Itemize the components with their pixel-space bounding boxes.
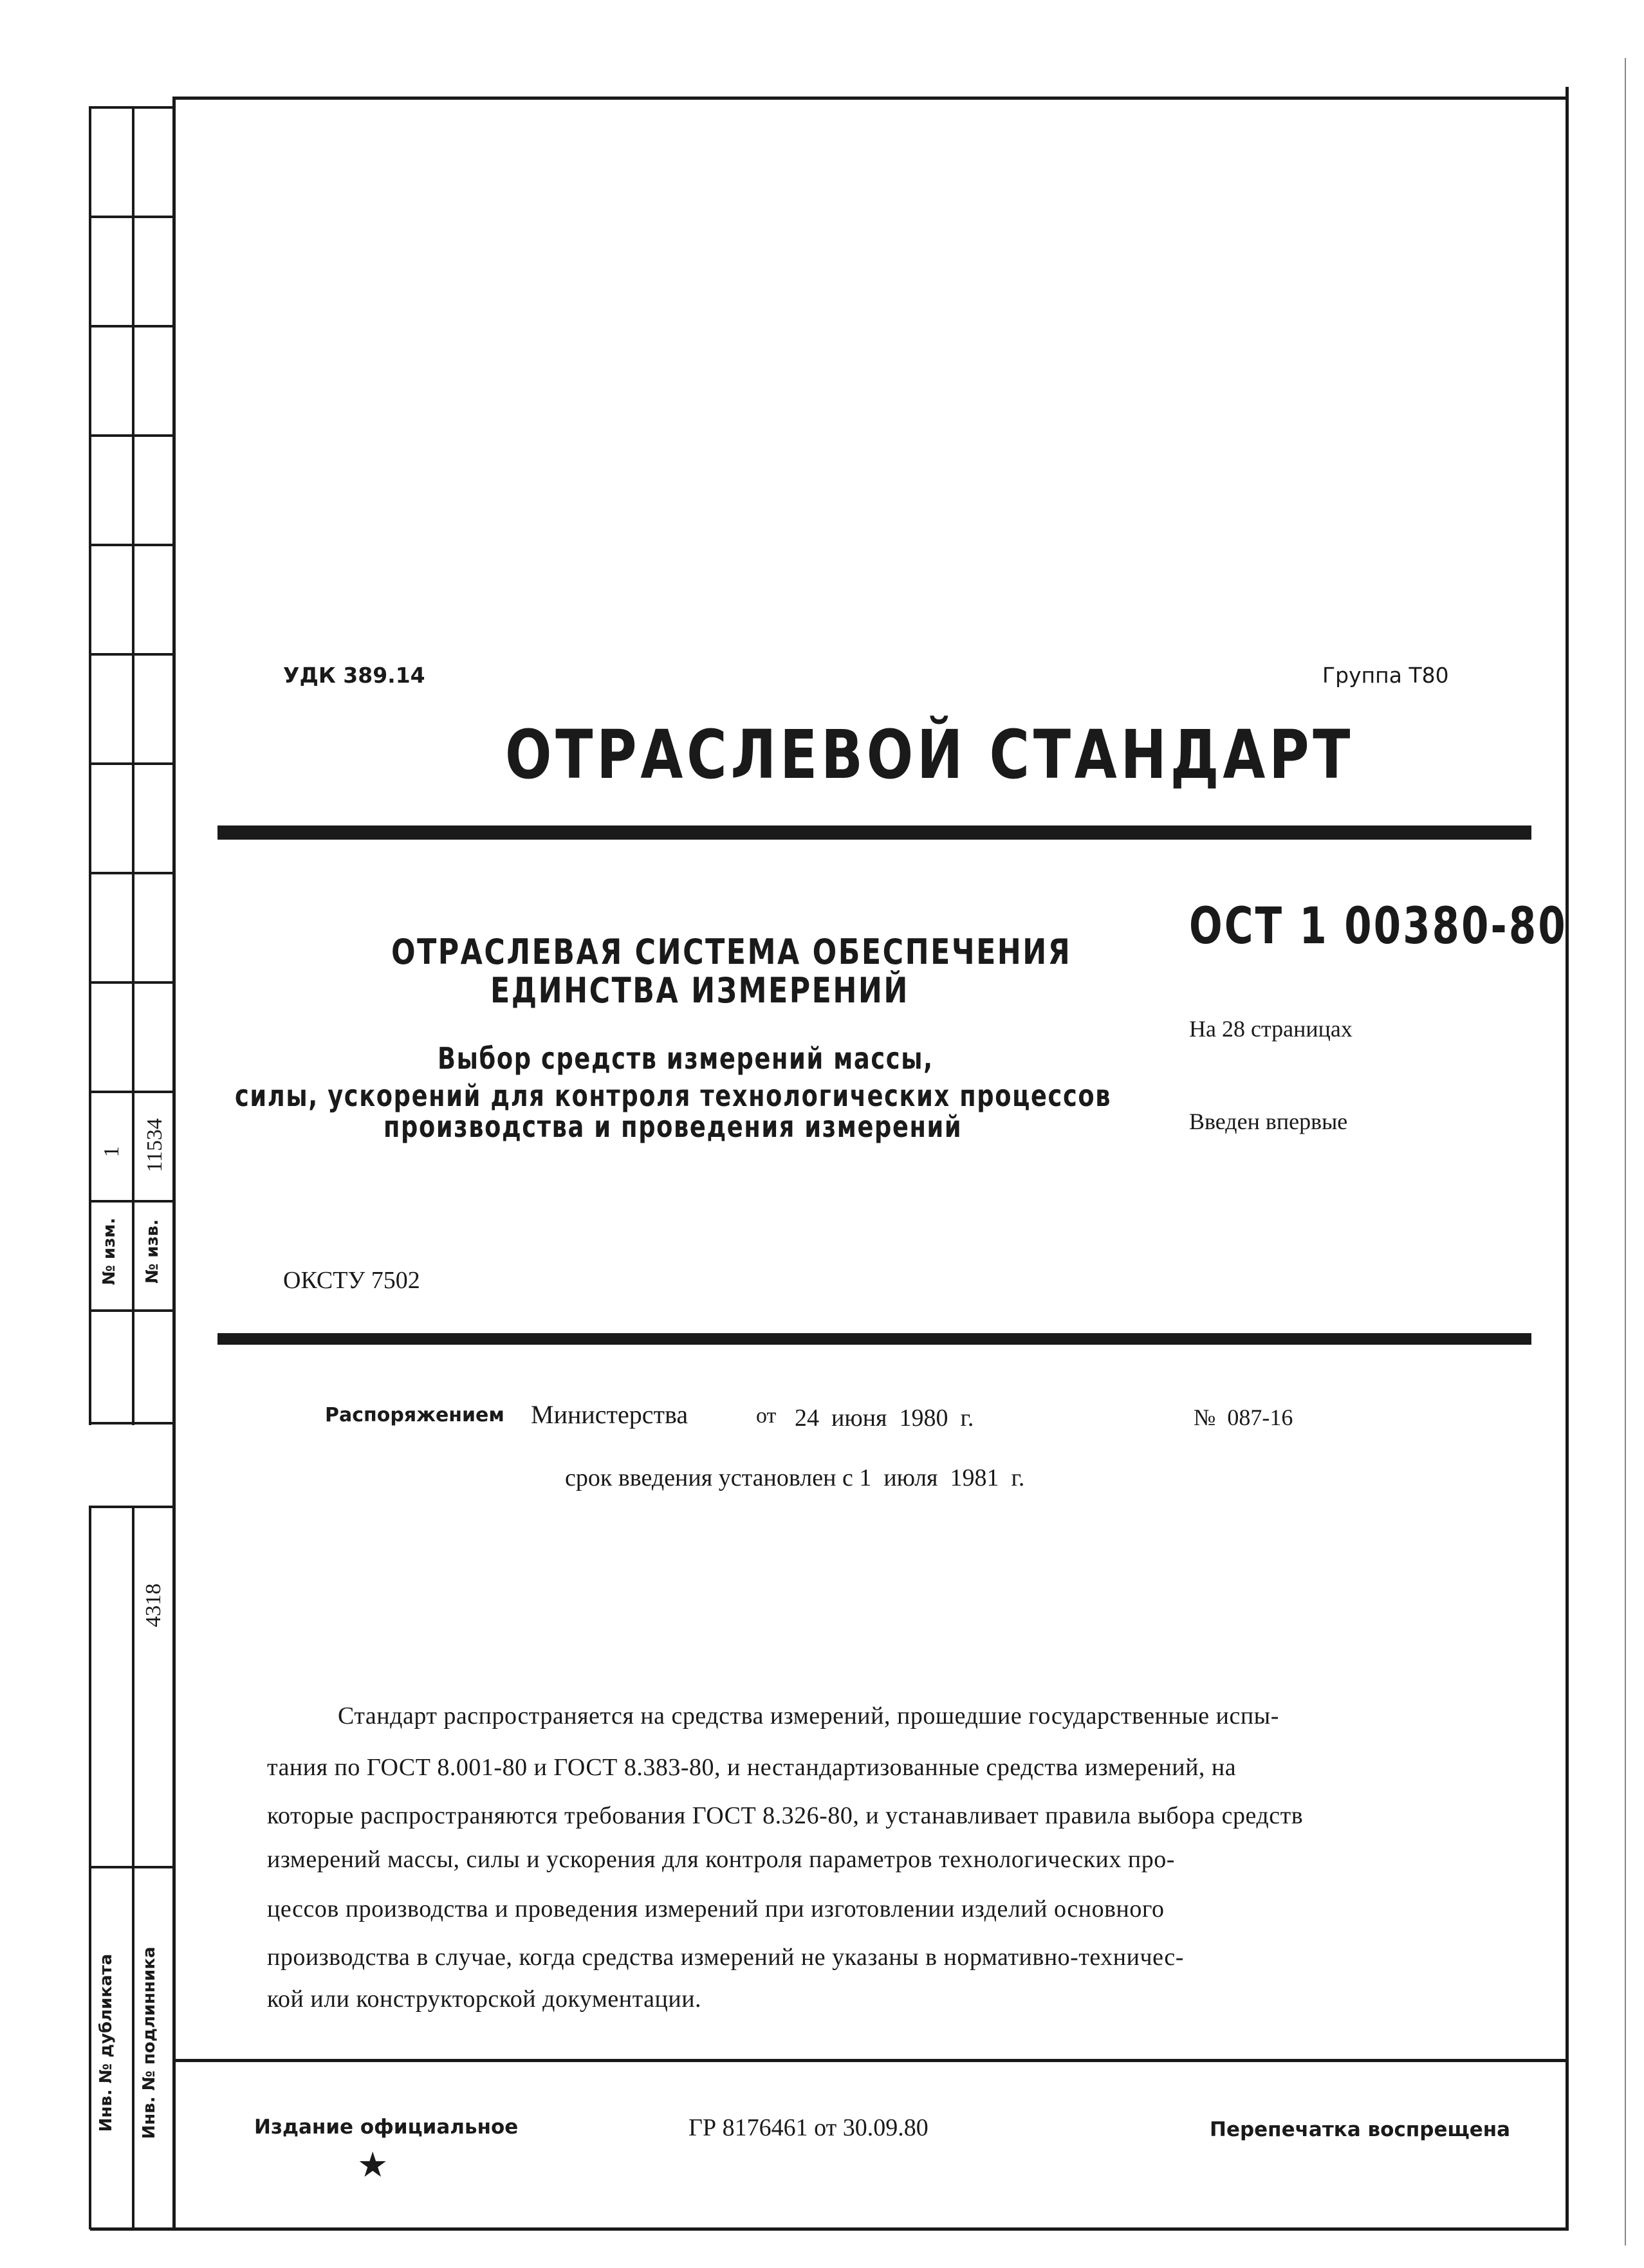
group-code: Группа Т80 [1322,663,1449,688]
strip-divider [89,653,174,656]
scope-line: измерений массы, силы и ускорения для контроля параметров технологических про- [267,1846,1175,1873]
ministry-text: Министерства [531,1400,688,1429]
scope-line: Стандарт распространяется на средства измерений, прошедшие государственные испы- [338,1702,1279,1729]
order-from: от [756,1404,777,1428]
page-title: ОТРАСЛЕВОЙ СТАНДАРТ [505,715,1354,794]
strip-divider [89,1091,174,1093]
system-title-line2: ЕДИНСТВА ИЗМЕРЕНИЙ [490,970,909,1011]
subtitle-line1: Выбор средств измерений массы, [438,1041,934,1076]
page-count: На 28 страницах [1189,1016,1353,1042]
strip-mid-line [132,106,134,1425]
introduced-note: Введен впервые [1189,1109,1348,1134]
change-number-value: 1 [100,1146,124,1157]
duplicate-inventory-label: Инв. № дубликата [97,1953,116,2132]
frame-left-line [172,97,176,2229]
reprint-notice: Перепечатка воспрещена [1210,2118,1511,2141]
change-number-label: № изм. [100,1217,119,1286]
star-icon: ★ [357,2146,389,2184]
strip-divider [89,544,174,546]
frame-top-line [172,97,1569,100]
scope-line: кой или конструкторской документации. [267,1986,702,2013]
scope-line: производства в случае, когда средства измерений не указаны в нормативно-техничес- [267,1944,1184,1971]
frame-bottom-line [90,2227,1569,2231]
scope-line: тания по ГОСТ 8.001-80 и ГОСТ 8.383-80, и нестандартизованные средства измерений, на [267,1754,1237,1781]
notice-number-label: № изв. [143,1219,162,1284]
footer-rule [172,2059,1569,2062]
official-edition: Издание официальное [254,2116,519,2139]
registration-number: ГР 8176461 от 30.09.80 [688,2114,928,2141]
okstu-rule [217,1333,1531,1345]
page-edge-line [1625,58,1626,2245]
strip-divider [89,1309,174,1312]
strip-divider [89,872,174,874]
original-inventory-label: Инв. № подлинника [140,1946,159,2139]
strip-divider [89,981,174,984]
subtitle-line2: силы, ускорений для контроля технологических процессов [235,1078,1112,1113]
order-date: 24 июня 1980 г. [795,1405,974,1432]
strip-divider [89,1422,174,1424]
order-label: Распоряжением [325,1404,504,1426]
strip-divider [89,216,174,218]
order-number: № 087-16 [1194,1405,1293,1430]
inventory-number-value: 4318 [142,1583,165,1627]
subtitle-line3: производства и проведения измерений [383,1109,963,1144]
notice-number-value: 11534 [143,1118,167,1172]
strip-divider [89,106,174,109]
strip-divider [89,325,174,327]
strip-divider [89,1866,174,1868]
standard-code: ОСТ 1 00380-80 [1189,898,1567,955]
scope-line: цессов производства и проведения измерений при изготовлении изделий основного [267,1895,1165,1922]
strip-left-line [89,106,91,1425]
effective-date: срок введения установлен с 1 июля 1981 г. [565,1464,1025,1491]
scope-line: которые распространяются требования ГОСТ 8.326-80, и устанавливает правила выбора средств [267,1802,1304,1829]
strip-divider [89,1200,174,1203]
system-title-line1: ОТРАСЛЕВАЯ СИСТЕМА ОБЕСПЕЧЕНИЯ [391,932,1072,972]
udk-code: УДК 389.14 [283,663,425,688]
strip-divider [89,1506,174,1508]
okstu-code: ОКСТУ 7502 [283,1267,420,1294]
strip-divider [89,434,174,437]
title-rule [217,825,1531,840]
frame-right-line [1565,87,1569,2229]
strip-divider [89,762,174,765]
